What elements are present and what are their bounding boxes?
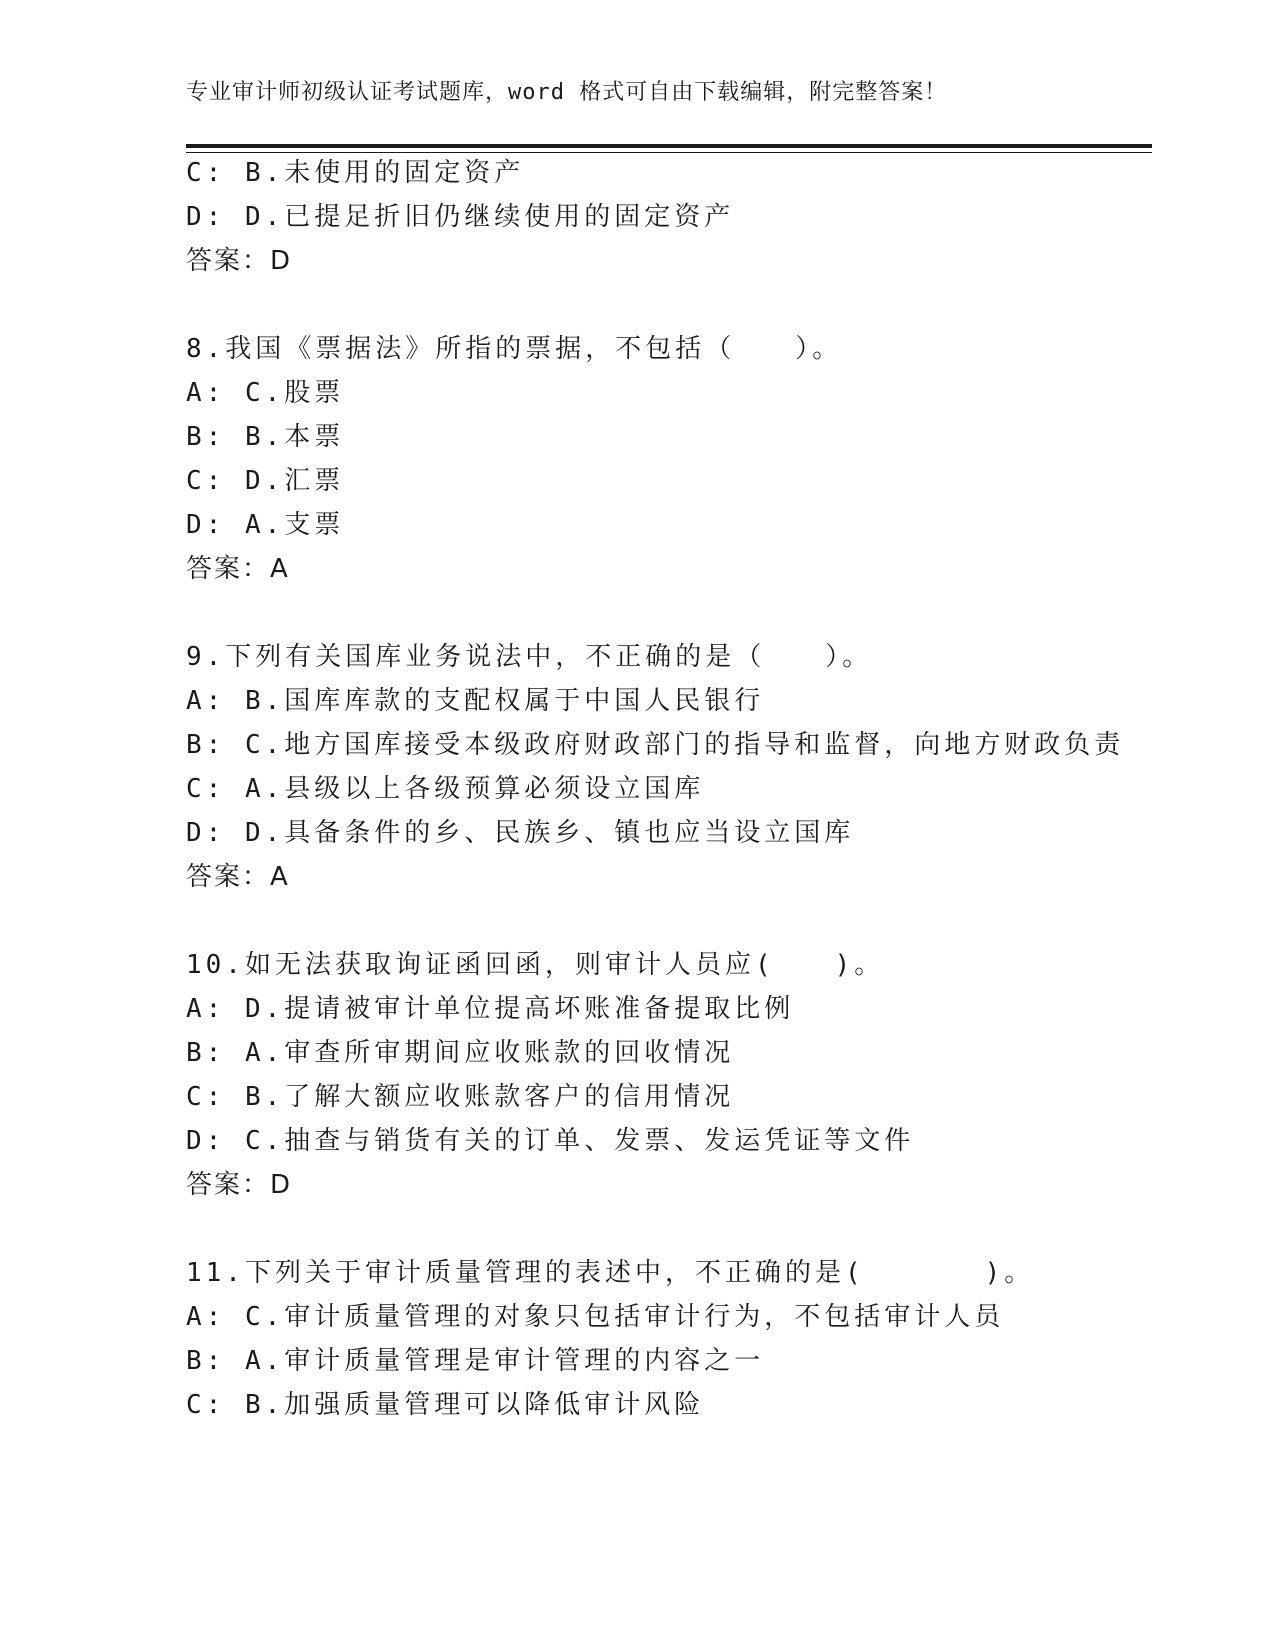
option-line: C: A.县级以上各级预算必须设立国库 <box>186 774 705 804</box>
option-line: A: D.提请被审计单位提高坏账准备提取比例 <box>186 994 795 1024</box>
option-line: A: C.审计质量管理的对象只包括审计行为，不包括审计人员 <box>186 1302 1005 1332</box>
option-line: D: D.具备条件的乡、民族乡、镇也应当设立国库 <box>186 818 855 848</box>
option-line: B: C.地方国库接受本级政府财政部门的指导和监督，向地方财政负责 <box>186 730 1125 760</box>
option-line: B: A.审计质量管理是审计管理的内容之一 <box>186 1346 765 1376</box>
question-line: 8.我国《票据法》所指的票据，不包括（ ）。 <box>186 334 843 364</box>
answer-line: 答案：A <box>186 554 290 584</box>
option-line: A: C.股票 <box>186 378 345 408</box>
header-rule-thick <box>186 144 1152 148</box>
option-line: B: B.本票 <box>186 422 345 452</box>
option-line: C: D.汇票 <box>186 466 345 496</box>
header-rule-thin <box>186 152 1152 153</box>
question-line: 11.下列关于审计质量管理的表述中，不正确的是( )。 <box>186 1258 1035 1288</box>
option-line: D: D.已提足折旧仍继续使用的固定资产 <box>186 202 735 232</box>
question-line: 10.如无法获取询证函回函，则审计人员应( )。 <box>186 950 885 980</box>
option-line: A: B.国库库款的支配权属于中国人民银行 <box>186 686 765 716</box>
option-line: C: B.未使用的固定资产 <box>186 158 525 188</box>
answer-line: 答案：D <box>186 246 293 276</box>
option-line: D: A.支票 <box>186 510 345 540</box>
option-line: D: C.抽查与销货有关的订单、发票、发运凭证等文件 <box>186 1126 915 1156</box>
answer-line: 答案：A <box>186 862 290 892</box>
option-line: B: A.审查所审期间应收账款的回收情况 <box>186 1038 735 1068</box>
question-line: 9.下列有关国库业务说法中，不正确的是（ ）。 <box>186 642 873 672</box>
option-line: C: B.了解大额应收账款客户的信用情况 <box>186 1082 735 1112</box>
header-text: 专业审计师初级认证考试题库，word 格式可自由下载编辑，附完整答案！ <box>186 80 948 105</box>
option-line: C: B.加强质量管理可以降低审计风险 <box>186 1390 705 1420</box>
answer-line: 答案：D <box>186 1170 293 1200</box>
